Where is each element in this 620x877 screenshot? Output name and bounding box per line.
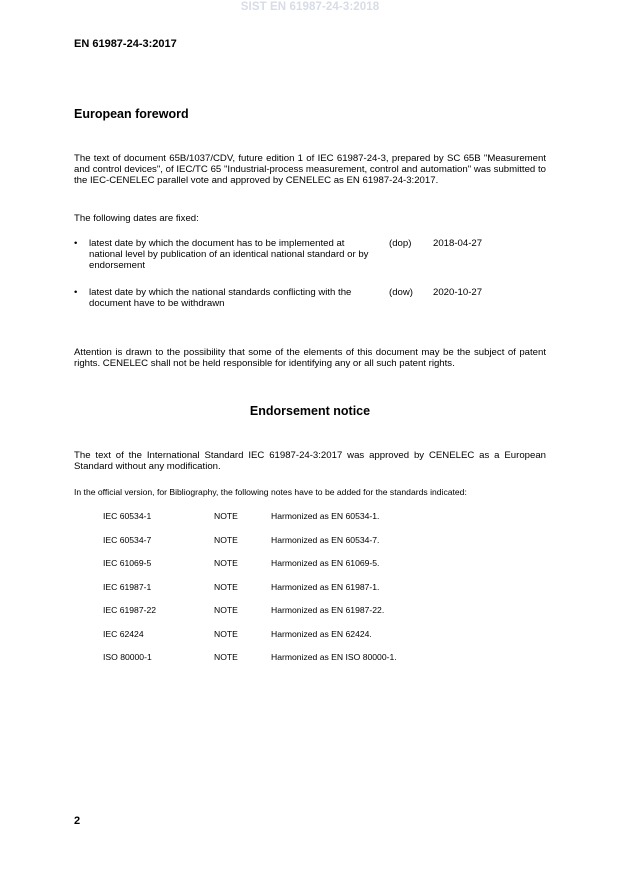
date-code: (dop) — [389, 238, 412, 249]
dates-intro: The following dates are fixed: — [74, 213, 199, 224]
date-code: (dow) — [389, 287, 413, 298]
note-text: Harmonized as EN 60534-1. — [271, 511, 380, 521]
date-description: latest date by which the document has to be implemented at national level by publication of an identical national standard or by endorsement — [89, 238, 369, 272]
standard-id: IEC 61987-22 — [103, 605, 157, 615]
standard-id: IEC 60534-7 — [103, 534, 152, 545]
note-text: Harmonized as EN 61069-5. — [271, 558, 380, 568]
note-text: Harmonized as EN 61987-22. — [271, 605, 385, 615]
foreword-paragraph: The text of document 65B/1037/CDV, future edition 1 of IEC 61987-24-3, prepared by SC 65B "Measurement and control devices", of IEC/TC 65 "Industrial-process measurement, control and automation" was submitted to the IEC-CENELEC parallel vote and approved by CENELEC as EN 61987-24-3:2017. — [74, 153, 546, 187]
note-label: NOTE — [214, 628, 238, 639]
note-label: NOTE — [214, 534, 238, 545]
date-value: 2020-10-27 — [433, 287, 483, 298]
note-label: NOTE — [214, 581, 238, 592]
date-value: 2018-04-27 — [433, 238, 483, 249]
endorsement-paragraph: The text of the International Standard IEC 61987-24-3:2017 was approved by CENELEC as a European Standard without any modification. — [74, 450, 546, 473]
watermark: SIST EN 61987-24-3:2018 — [240, 1, 380, 13]
standard-id: IEC 60534-1 — [103, 511, 152, 521]
bullet-marker: • — [74, 238, 78, 249]
note-text: Harmonized as EN ISO 80000-1. — [271, 652, 397, 662]
note-text: Harmonized as EN 61987-1. — [271, 581, 380, 592]
standard-id: ISO 80000-1 — [103, 652, 152, 662]
document-id-header: EN 61987-24-3:2017 — [74, 38, 177, 50]
note-text: Harmonized as EN 60534-7. — [271, 534, 380, 545]
note-text: Harmonized as EN 62424. — [271, 628, 372, 639]
note-label: NOTE — [214, 652, 238, 662]
note-label: NOTE — [214, 605, 238, 615]
note-label: NOTE — [214, 511, 238, 521]
standard-id: IEC 61987-1 — [103, 581, 152, 592]
note-label: NOTE — [214, 558, 238, 568]
bibliography-intro: In the official version, for Bibliography, the following notes have to be added for the standards indicated: — [74, 487, 467, 497]
endorsement-notice-title: Endorsement notice — [249, 404, 371, 418]
standard-id: IEC 62424 — [103, 628, 144, 639]
patent-note: Attention is drawn to the possibility that some of the elements of this document may be the subject of patent rights. CENELEC shall not be held responsible for identifying any or all such patent rights. — [74, 347, 546, 370]
european-foreword-title: European foreword — [74, 107, 189, 121]
bullet-marker: • — [74, 287, 78, 298]
page-number: 2 — [74, 815, 81, 827]
standard-id: IEC 61069-5 — [103, 558, 152, 568]
date-description: latest date by which the national standards conflicting with the document have to be withdrawn — [89, 287, 352, 310]
